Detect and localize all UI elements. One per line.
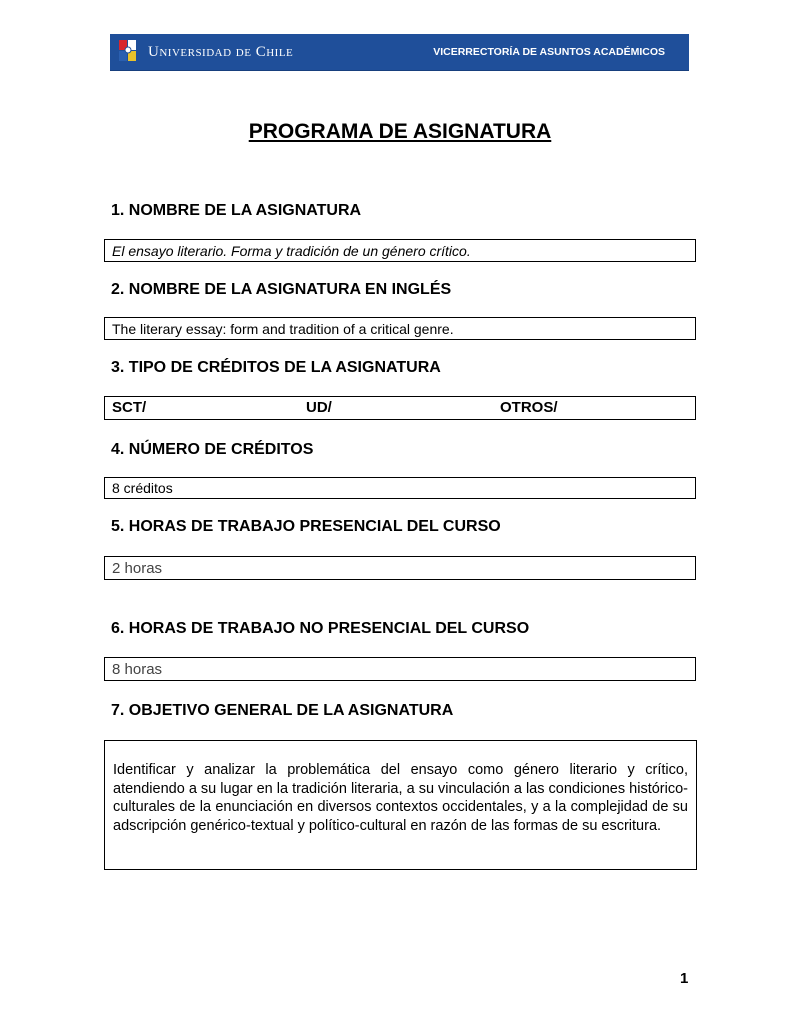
credit-type-box	[104, 396, 696, 420]
credit-type-otros: OTROS/	[500, 399, 558, 416]
section-3-heading: 3. TIPO DE CRÉDITOS DE LA ASIGNATURA	[111, 359, 441, 376]
course-name-value: El ensayo literario. Forma y tradición de un género crítico.	[112, 242, 471, 259]
page-title: PROGRAMA DE ASIGNATURA	[248, 120, 552, 143]
non-presential-hours-box	[104, 657, 696, 681]
non-presential-hours-value: 8 horas	[112, 660, 163, 678]
presential-hours-value: 2 horas	[112, 559, 163, 577]
section-7-heading: 7. OBJETIVO GENERAL DE LA ASIGNATURA	[111, 702, 454, 719]
presential-hours-box	[104, 556, 696, 580]
section-4-heading: 4. NÚMERO DE CRÉDITOS	[111, 441, 314, 458]
course-name-english-box	[104, 317, 696, 340]
section-5-heading: 5. HORAS DE TRABAJO PRESENCIAL DEL CURSO	[111, 518, 501, 535]
section-1-heading: 1. NOMBRE DE LA ASIGNATURA	[111, 202, 362, 219]
course-name-box	[104, 239, 696, 262]
vice-rectory-label: VICERRECTORÍA DE ASUNTOS ACADÉMICOS	[433, 46, 665, 58]
general-objective-box	[104, 740, 697, 870]
credit-type-sct: SCT/	[112, 399, 147, 416]
course-name-english-value: The literary essay: form and tradition of a critical genre.	[112, 320, 454, 337]
university-name: Universidad de Chile	[148, 43, 294, 60]
credits-number-value: 8 créditos	[112, 480, 173, 496]
section-6-heading: 6. HORAS DE TRABAJO NO PRESENCIAL DEL CURSO	[111, 620, 530, 637]
header-banner	[110, 34, 689, 71]
general-objective-text: Identificar y analizar la problemática del ensayo como género literario y crítico, atendiendo a su lugar en la tradición literaria, a su vinculación a las condiciones histórico-culturales de la enunciación en diversos contextos occidentales, y a la complejidad de su adscripción genérico-textual y político-cultural en razón de las formas de su escritura.	[113, 762, 688, 834]
university-crest-icon	[116, 38, 140, 66]
page-number: 1	[680, 970, 689, 987]
section-2-heading: 2. NOMBRE DE LA ASIGNATURA EN INGLÉS	[111, 281, 452, 298]
credit-type-ud: UD/	[306, 399, 332, 416]
credits-number-box	[104, 477, 696, 499]
